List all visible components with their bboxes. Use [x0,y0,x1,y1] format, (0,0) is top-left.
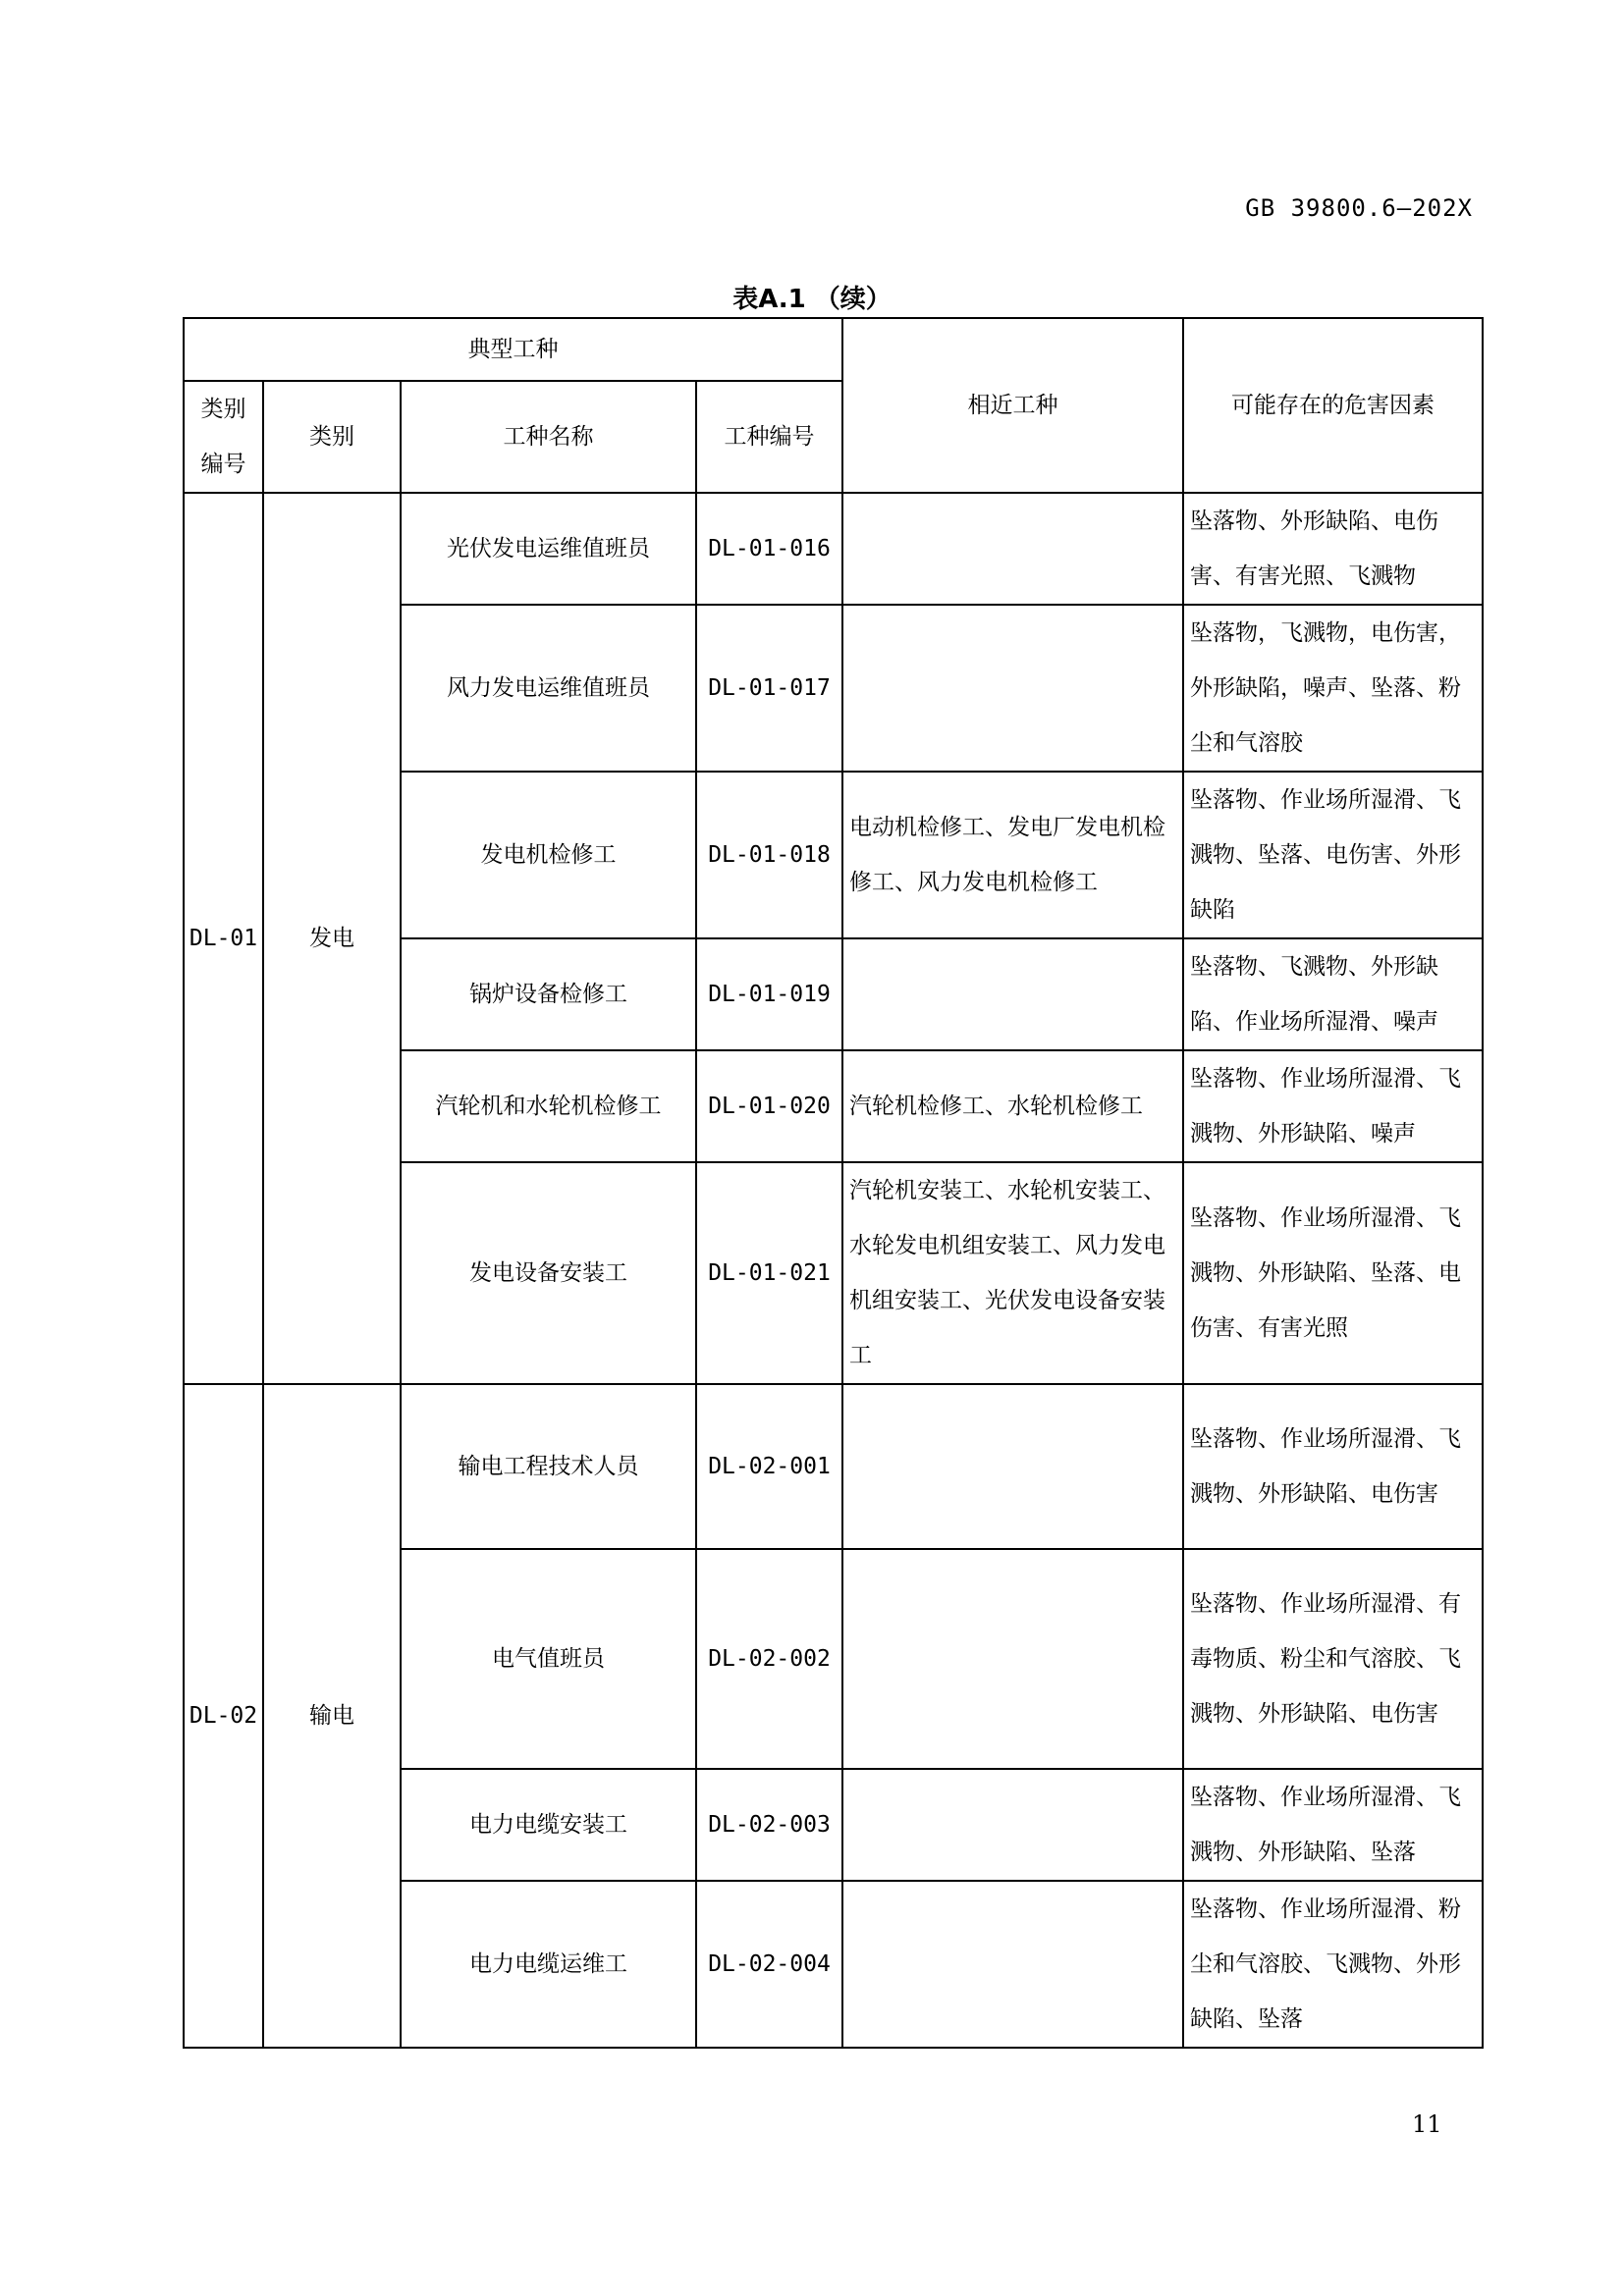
job-code-cell: DL-01-018 [696,772,842,938]
typical-job-header: 典型工种 [184,318,842,381]
job-code-cell: DL-01-016 [696,493,842,605]
job-code-cell: DL-01-020 [696,1050,842,1162]
job-name-cell: 光伏发电运维值班员 [401,493,696,605]
job-code-header: 工种编号 [696,381,842,493]
table-title: 表A.1 （续） [732,285,892,314]
header-row-1 [184,318,1483,381]
similar-jobs-header: 相近工种 [842,318,1183,493]
similar-jobs-cell [842,605,1183,772]
category-code-cell: DL-01 [184,493,263,1384]
hazards-cell: 坠落物、作业场所湿滑、有毒物质、粉尘和气溶胶、飞溅物、外形缺陷、电伤害 [1183,1549,1483,1769]
job-name-cell: 电力电缆安装工 [401,1769,696,1881]
similar-jobs-cell [842,938,1183,1050]
hazards-cell: 坠落物、作业场所湿滑、粉尘和气溶胶、飞溅物、外形缺陷、坠落 [1183,1881,1483,2048]
similar-jobs-cell [842,1769,1183,1881]
hazards-cell: 坠落物、作业场所湿滑、飞溅物、外形缺陷、电伤害 [1183,1384,1483,1549]
job-code-cell: DL-02-002 [696,1549,842,1769]
job-name-cell: 汽轮机和水轮机检修工 [401,1050,696,1162]
hazards-header: 可能存在的危害因素 [1183,318,1483,493]
similar-jobs-cell: 汽轮机安装工、水轮机安装工、水轮发电机组安装工、风力发电机组安装工、光伏发电设备安装工 [842,1162,1183,1384]
job-name-cell: 锅炉设备检修工 [401,938,696,1050]
similar-jobs-cell [842,1384,1183,1549]
job-code-cell: DL-02-003 [696,1769,842,1881]
job-name-header: 工种名称 [401,381,696,493]
hazards-cell: 坠落物、外形缺陷、电伤害、有害光照、飞溅物 [1183,493,1483,605]
category-code-header: 类别编号 [184,381,263,493]
category-header: 类别 [263,381,401,493]
similar-jobs-cell: 电动机检修工、发电厂发电机检修工、风力发电机检修工 [842,772,1183,938]
page-number: 11 [1412,2110,1442,2138]
job-name-cell: 电气值班员 [401,1549,696,1769]
hazards-cell: 坠落物、飞溅物、外形缺陷、作业场所湿滑、噪声 [1183,938,1483,1050]
hazards-cell: 坠落物、作业场所湿滑、飞溅物、外形缺陷、坠落、电伤害、有害光照 [1183,1162,1483,1384]
job-name-cell: 输电工程技术人员 [401,1384,696,1549]
table-row [184,493,1483,605]
job-name-cell: 风力发电运维值班员 [401,605,696,772]
hazards-cell: 坠落物、作业场所湿滑、飞溅物、坠落、电伤害、外形缺陷 [1183,772,1483,938]
similar-jobs-cell [842,493,1183,605]
hazards-cell: 坠落物、作业场所湿滑、飞溅物、外形缺陷、坠落 [1183,1769,1483,1881]
hazards-cell: 坠落物，飞溅物，电伤害，外形缺陷，噪声、坠落、粉尘和气溶胶 [1183,605,1483,772]
job-code-cell: DL-01-017 [696,605,842,772]
job-code-cell: DL-01-019 [696,938,842,1050]
similar-jobs-cell [842,1881,1183,2048]
job-name-cell: 电力电缆运维工 [401,1881,696,2048]
job-code-cell: DL-01-021 [696,1162,842,1384]
job-name-cell: 发电机检修工 [401,772,696,938]
standard-code: GB 39800.6—202X [1245,194,1473,222]
hazards-cell: 坠落物、作业场所湿滑、飞溅物、外形缺陷、噪声 [1183,1050,1483,1162]
similar-jobs-cell: 汽轮机检修工、水轮机检修工 [842,1050,1183,1162]
category-cell: 发电 [263,493,401,1384]
job-name-cell: 发电设备安装工 [401,1162,696,1384]
category-code-cell: DL-02 [184,1384,263,2048]
table-row [184,1384,1483,1549]
similar-jobs-cell [842,1549,1183,1769]
job-code-cell: DL-02-004 [696,1881,842,2048]
job-code-cell: DL-02-001 [696,1384,842,1549]
job-hazard-table [183,317,1484,2049]
category-cell: 输电 [263,1384,401,2048]
